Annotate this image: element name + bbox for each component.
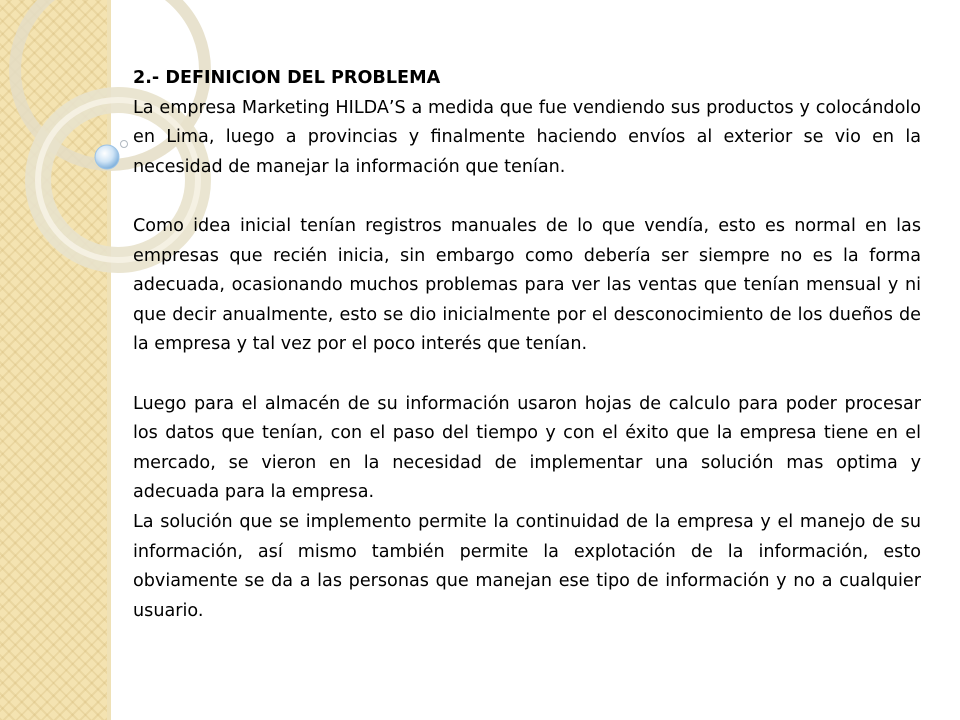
slide-heading: 2.- DEFINICION DEL PROBLEMA	[133, 68, 441, 88]
paragraph-4: La solución que se implemento permite la continuidad de la empresa y el manejo de su información, así mismo también permite la explotación de la información, esto obviamente se da a las personas que manejan ese tipo de información y no a cualquier usuario.	[133, 511, 921, 621]
small-bubble-shape	[121, 141, 128, 148]
paragraph-1: La empresa Marketing HILDA’S a medida que fue vendiendo sus productos y colocándolo en Lima, luego a provincias y finalmente haciendo envíos al exterior se vio en la necesidad de manejar la información que tenían.	[133, 97, 921, 177]
paragraph-2: Como idea inicial tenían registros manuales de lo que vendía, esto es normal en las empresas que recién inicia, sin embargo como debería ser siempre no es la forma adecuada, ocasionando muchos problemas para ver las ventas que tenían mensual y ni que decir anualmente, esto se dio inicialmente por el desconocimiento de los dueños de la empresa y tal vez por el poco interés que tenían.	[133, 215, 921, 355]
paragraph-3: Luego para el almacén de su información usaron hojas de calculo para poder procesar los datos que tenían, con el paso del tiempo y con el éxito que la empresa tiene en el mercado, se vieron en la necesidad de implementar una solución mas optima y adecuada para la empresa.	[133, 393, 921, 503]
slide-content	[133, 64, 921, 626]
bubble-shape	[95, 145, 119, 169]
